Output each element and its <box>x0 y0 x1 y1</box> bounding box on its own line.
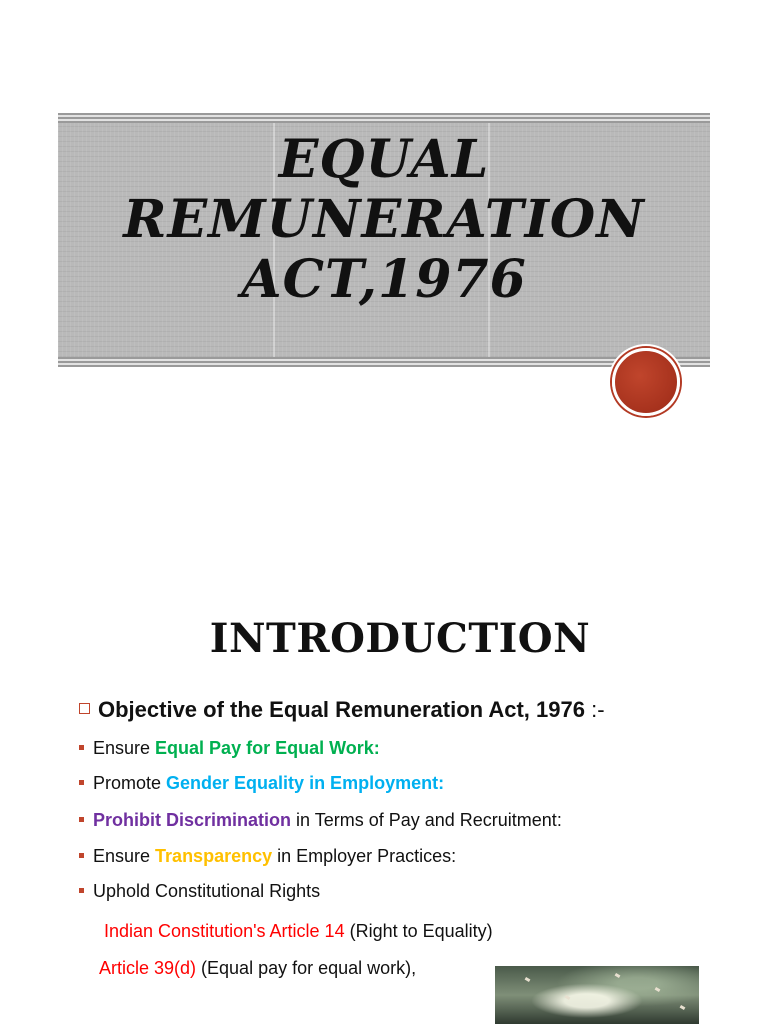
bullet-text: Ensure <box>93 738 156 758</box>
bullet-text-after: in Employer Practices: <box>272 846 457 866</box>
objective-text: Objective of the Equal Remuneration Act, 1976 <box>98 697 585 722</box>
checkbox-bullet-icon <box>79 703 90 714</box>
square-bullet-icon <box>79 817 84 822</box>
banner-top-stripe <box>58 113 710 123</box>
bullet-text-after: in Terms of Pay and Recruitment: <box>291 810 562 830</box>
bullet-item <box>79 881 320 902</box>
bullet-highlight: Gender Equality in Employment: <box>166 773 445 793</box>
paper-fleck <box>680 1005 686 1010</box>
bullet-text: Promote <box>93 773 167 793</box>
article-39-line <box>99 958 416 979</box>
red-circle-icon <box>612 348 680 416</box>
money-photo <box>495 966 699 1024</box>
title-line-1: EQUAL <box>278 129 490 190</box>
bullet-item <box>79 846 456 867</box>
square-bullet-icon <box>79 888 84 893</box>
bullet-item <box>79 810 562 831</box>
bullet-text: Ensure <box>93 846 156 866</box>
title-line-2: REMUNERATION <box>123 189 645 250</box>
bullet-text: Uphold Constitutional Rights <box>93 881 321 901</box>
bullet-item <box>79 773 444 794</box>
objective-suffix: :- <box>584 697 605 722</box>
paper-fleck <box>565 995 571 1000</box>
bullet-highlight: Prohibit Discrimination <box>93 810 292 830</box>
article-39-desc: (Equal pay for equal work), <box>196 958 417 978</box>
bullet-highlight: Transparency <box>155 846 273 866</box>
objective-line <box>79 697 605 723</box>
article-14-label: Indian Constitution's Article 14 <box>104 921 345 941</box>
bullet-highlight: Equal Pay for Equal Work: <box>155 738 380 758</box>
article-14-line <box>104 921 493 942</box>
square-bullet-icon <box>79 745 84 750</box>
square-bullet-icon <box>79 853 84 858</box>
paper-fleck <box>615 973 621 978</box>
decorative-medallion <box>608 344 684 420</box>
article-14-desc: (Right to Equality) <box>344 921 493 941</box>
paper-fleck <box>525 977 531 982</box>
title-line-3: ACT,1976 <box>241 249 527 310</box>
intro-heading: INTRODUCTION <box>209 615 591 662</box>
slide-title <box>58 130 710 310</box>
paper-fleck <box>655 987 661 992</box>
article-39-label: Article 39(d) <box>99 958 197 978</box>
square-bullet-icon <box>79 780 84 785</box>
bullet-item <box>79 738 380 759</box>
